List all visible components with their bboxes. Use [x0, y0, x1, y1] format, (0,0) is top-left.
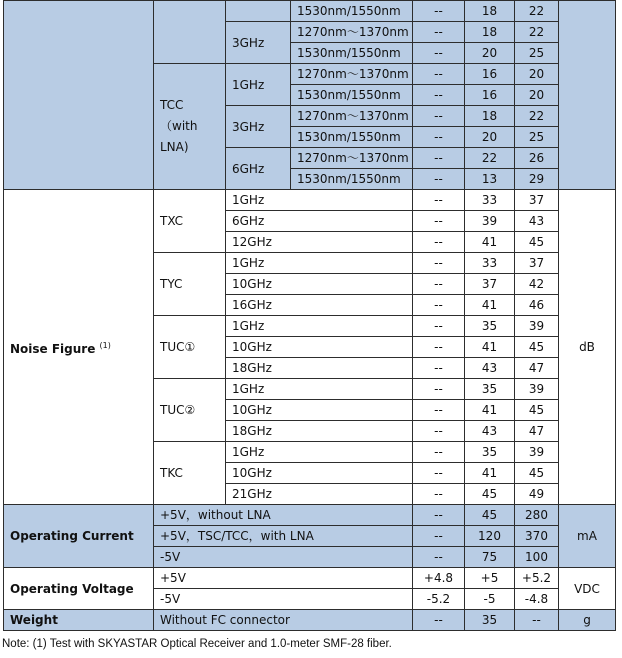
typ-cell: 16 — [465, 85, 515, 106]
typ-cell: 43 — [465, 358, 515, 379]
freq-cell: 16GHz — [226, 295, 413, 316]
typ-cell: 45 — [465, 484, 515, 505]
min-cell: -- — [413, 85, 465, 106]
freq-cell-blank — [226, 1, 291, 22]
typ-cell: 120 — [465, 526, 515, 547]
min-cell: -- — [413, 421, 465, 442]
table-row — [4, 568, 616, 589]
min-cell: -5.2 — [413, 589, 465, 610]
max-cell: 45 — [515, 463, 559, 484]
max-cell: 20 — [515, 64, 559, 85]
max-cell: 37 — [515, 253, 559, 274]
min-cell: -- — [413, 169, 465, 190]
param-cell-blank — [4, 1, 154, 190]
table-row — [4, 1, 616, 22]
freq-cell: 3GHz — [226, 106, 291, 148]
wavelength-cell: 1270nm～1370nm — [291, 148, 413, 169]
max-cell: 45 — [515, 400, 559, 421]
typ-cell: 13 — [465, 169, 515, 190]
max-cell: 29 — [515, 169, 559, 190]
typ-cell: 33 — [465, 253, 515, 274]
freq-cell: 1GHz — [226, 442, 413, 463]
freq-cell: 18GHz — [226, 358, 413, 379]
max-cell: 280 — [515, 505, 559, 526]
device-cell: TUC② — [154, 379, 226, 442]
min-cell: -- — [413, 400, 465, 421]
typ-cell: 75 — [465, 547, 515, 568]
min-cell: -- — [413, 148, 465, 169]
typ-cell: 41 — [465, 400, 515, 421]
footnote: Note: (1) Test with SKYASTAR Optical Receiver and 1.0-meter SMF-28 fiber. — [2, 638, 392, 650]
param-operating-voltage: Operating Voltage — [4, 568, 154, 610]
typ-cell: 33 — [465, 190, 515, 211]
typ-cell: 35 — [465, 610, 515, 631]
max-cell: 370 — [515, 526, 559, 547]
max-cell: 22 — [515, 1, 559, 22]
freq-cell: 18GHz — [226, 421, 413, 442]
freq-cell: 1GHz — [226, 379, 413, 400]
max-cell: 45 — [515, 232, 559, 253]
table-row — [4, 505, 616, 526]
typ-cell: 41 — [465, 463, 515, 484]
param-label: Noise Figure — [10, 341, 96, 356]
condition-cell: +5V，TSC/TCC，with LNA — [154, 526, 413, 547]
typ-cell: 35 — [465, 379, 515, 400]
typ-cell: 37 — [465, 274, 515, 295]
max-cell: 22 — [515, 106, 559, 127]
max-cell: 39 — [515, 379, 559, 400]
freq-cell: 10GHz — [226, 274, 413, 295]
min-cell: -- — [413, 316, 465, 337]
wavelength-cell: 1530nm/1550nm — [291, 1, 413, 22]
wavelength-cell: 1270nm～1370nm — [291, 64, 413, 85]
condition-cell: -5V — [154, 547, 413, 568]
param-operating-current: Operating Current — [4, 505, 154, 568]
min-cell: -- — [413, 253, 465, 274]
max-cell: -4.8 — [515, 589, 559, 610]
min-cell: -- — [413, 22, 465, 43]
typ-cell: 45 — [465, 505, 515, 526]
param-noise-figure — [4, 190, 154, 505]
device-cell-blank — [154, 1, 226, 64]
typ-cell: 16 — [465, 64, 515, 85]
max-cell: +5.2 — [515, 568, 559, 589]
freq-cell: 3GHz — [226, 22, 291, 64]
typ-cell: 22 — [465, 148, 515, 169]
typ-cell: 20 — [465, 43, 515, 64]
min-cell: -- — [413, 337, 465, 358]
table-row — [4, 610, 616, 631]
wavelength-cell: 1530nm/1550nm — [291, 127, 413, 148]
device-cell: TYC — [154, 253, 226, 316]
device-cell: TKC — [154, 442, 226, 505]
max-cell: 47 — [515, 358, 559, 379]
device-cell: TUC① — [154, 316, 226, 379]
freq-cell: 12GHz — [226, 232, 413, 253]
footnote-marker: (1) — [99, 340, 111, 350]
device-cell-tcc: TCC（with LNA) — [154, 64, 226, 190]
typ-cell: 43 — [465, 421, 515, 442]
freq-cell: 1GHz — [226, 190, 413, 211]
max-cell: 100 — [515, 547, 559, 568]
wavelength-cell: 1270nm～1370nm — [291, 106, 413, 127]
min-cell: -- — [413, 442, 465, 463]
min-cell: -- — [413, 463, 465, 484]
typ-cell: 18 — [465, 106, 515, 127]
device-cell: TXC — [154, 190, 226, 253]
typ-cell: 41 — [465, 295, 515, 316]
typ-cell: 41 — [465, 337, 515, 358]
typ-cell: 35 — [465, 442, 515, 463]
min-cell: -- — [413, 106, 465, 127]
spec-table — [3, 0, 616, 631]
unit-cell: g — [559, 610, 616, 631]
min-cell: -- — [413, 211, 465, 232]
condition-cell: +5V，without LNA — [154, 505, 413, 526]
typ-cell: 39 — [465, 211, 515, 232]
min-cell: -- — [413, 232, 465, 253]
max-cell: 45 — [515, 337, 559, 358]
max-cell: 39 — [515, 316, 559, 337]
freq-cell: 1GHz — [226, 64, 291, 106]
max-cell: 47 — [515, 421, 559, 442]
freq-cell: 1GHz — [226, 316, 413, 337]
min-cell: -- — [413, 1, 465, 22]
unit-cell: dB — [559, 190, 616, 505]
unit-cell: mA — [559, 505, 616, 568]
unit-cell-blank — [559, 1, 616, 190]
typ-cell: 35 — [465, 316, 515, 337]
typ-cell: +5 — [465, 568, 515, 589]
param-weight: Weight — [4, 610, 154, 631]
min-cell: -- — [413, 547, 465, 568]
freq-cell: 6GHz — [226, 148, 291, 190]
wavelength-cell: 1270nm～1370nm — [291, 22, 413, 43]
typ-cell: 41 — [465, 232, 515, 253]
max-cell: 22 — [515, 22, 559, 43]
min-cell: -- — [413, 505, 465, 526]
max-cell: 25 — [515, 127, 559, 148]
freq-cell: 21GHz — [226, 484, 413, 505]
max-cell: -- — [515, 610, 559, 631]
typ-cell: -5 — [465, 589, 515, 610]
min-cell: -- — [413, 526, 465, 547]
min-cell: -- — [413, 43, 465, 64]
max-cell: 26 — [515, 148, 559, 169]
min-cell: -- — [413, 379, 465, 400]
max-cell: 37 — [515, 190, 559, 211]
condition-cell: +5V — [154, 568, 413, 589]
max-cell: 25 — [515, 43, 559, 64]
max-cell: 49 — [515, 484, 559, 505]
freq-cell: 10GHz — [226, 463, 413, 484]
freq-cell: 10GHz — [226, 337, 413, 358]
max-cell: 42 — [515, 274, 559, 295]
min-cell: -- — [413, 358, 465, 379]
table-row — [4, 190, 616, 211]
min-cell: -- — [413, 274, 465, 295]
min-cell: -- — [413, 484, 465, 505]
min-cell: -- — [413, 610, 465, 631]
freq-cell: 1GHz — [226, 253, 413, 274]
min-cell: +4.8 — [413, 568, 465, 589]
max-cell: 39 — [515, 442, 559, 463]
max-cell: 46 — [515, 295, 559, 316]
wavelength-cell: 1530nm/1550nm — [291, 43, 413, 64]
typ-cell: 20 — [465, 127, 515, 148]
freq-cell: 6GHz — [226, 211, 413, 232]
wavelength-cell: 1530nm/1550nm — [291, 169, 413, 190]
min-cell: -- — [413, 127, 465, 148]
min-cell: -- — [413, 295, 465, 316]
freq-cell: 10GHz — [226, 400, 413, 421]
typ-cell: 18 — [465, 22, 515, 43]
condition-cell: Without FC connector — [154, 610, 413, 631]
max-cell: 43 — [515, 211, 559, 232]
unit-cell: VDC — [559, 568, 616, 610]
typ-cell: 18 — [465, 1, 515, 22]
condition-cell: -5V — [154, 589, 413, 610]
min-cell: -- — [413, 190, 465, 211]
min-cell: -- — [413, 64, 465, 85]
wavelength-cell: 1530nm/1550nm — [291, 85, 413, 106]
max-cell: 20 — [515, 85, 559, 106]
